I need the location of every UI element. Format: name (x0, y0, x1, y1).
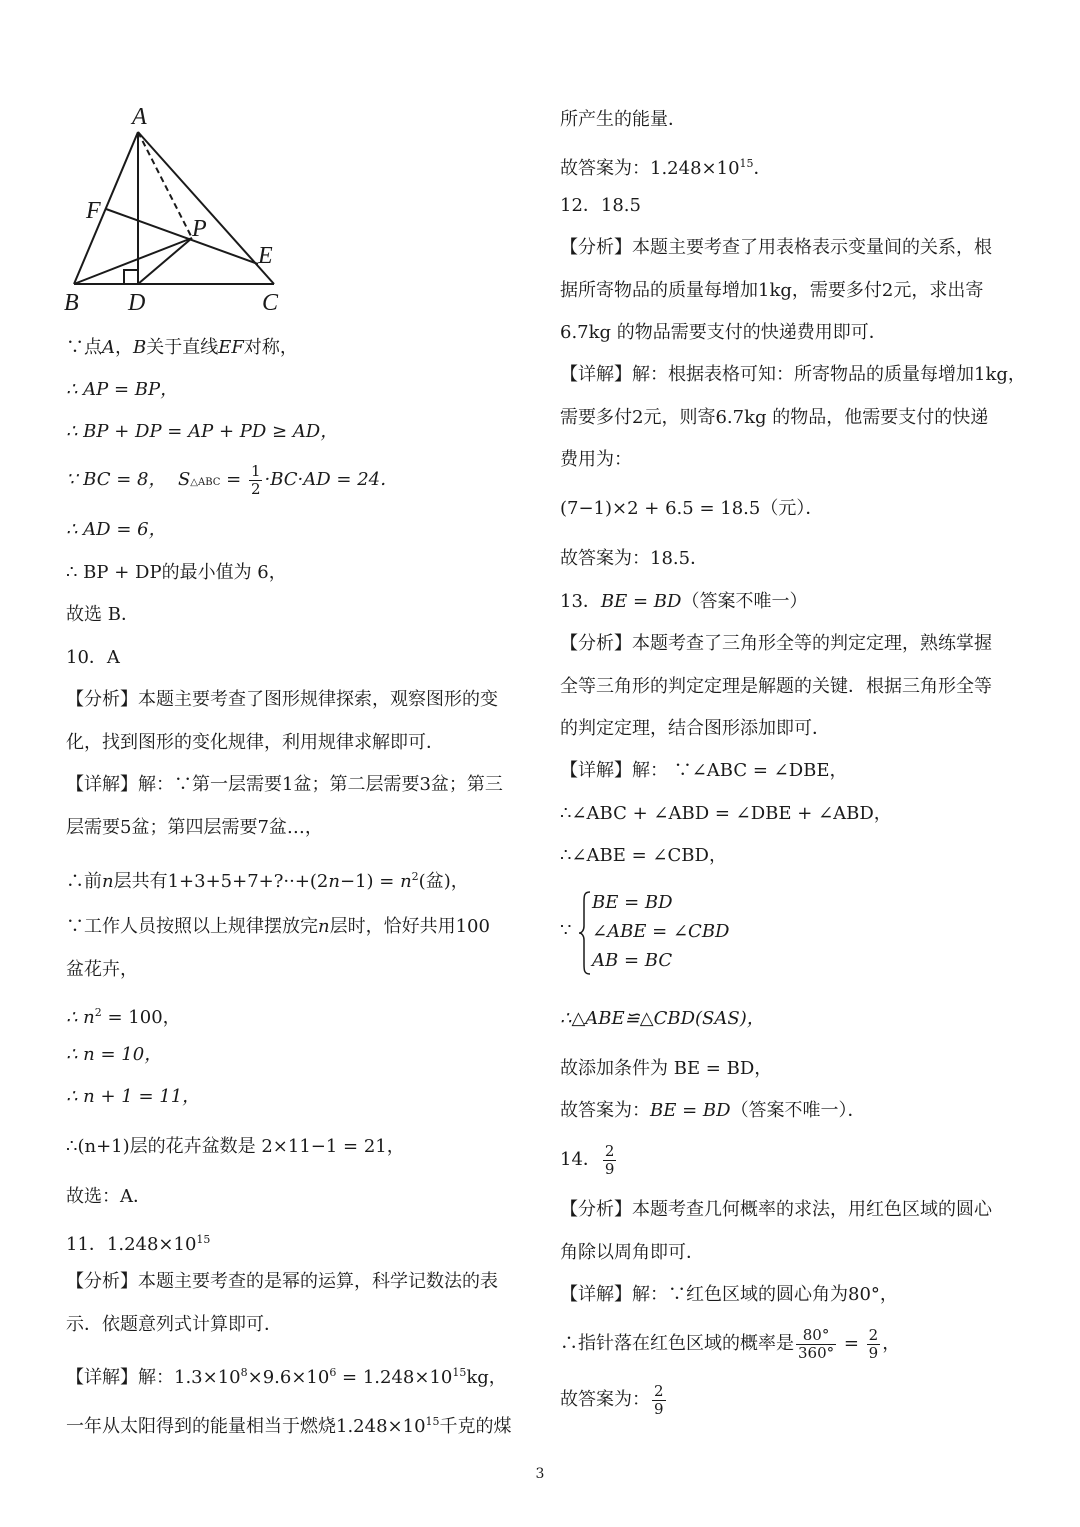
edge-AC (138, 132, 274, 284)
question-number: 12．18.5 (560, 195, 641, 216)
question-number: 10．A (66, 647, 120, 668)
detail-text: ∴(n+1)层的花卉盆数是 2×11−1 = 21， (66, 1136, 405, 1157)
system-line: BE = BD (592, 892, 673, 913)
label-A: A (132, 104, 147, 130)
analysis-text: 【分析】本题主要考查的是幂的运算，科学记数法的表 (66, 1271, 498, 1292)
system-line: ∠ABE = ∠CBD (592, 921, 730, 942)
label-E: E (258, 243, 273, 269)
analysis-text: 【分析】本题主要考查了用表格表示变量间的关系，根 (560, 237, 992, 258)
detail-text: 【详解】解：根据表格可知：所寄物品的质量每增加1kg， (560, 364, 1026, 385)
detail-text: 需要多付2元，则寄6.7kg 的物品，他需要支付的快递 (560, 407, 989, 428)
equation-system (560, 888, 760, 978)
analysis-text: 化，找到图形的变化规律，利用规律求解即可． (66, 732, 444, 753)
analysis-text: 6.7kg 的物品需要支付的快递费用即可． (560, 322, 887, 343)
analysis-text: 【分析】本题主要考查了图形规律探索，观察图形的变 (66, 689, 498, 710)
detail-text: ∴前n层共有1+3+5+7+?··+(2n−1) = $n^2$(盆)， (66, 870, 469, 892)
detail-text: 【详解】解：$1.3\times 10^8\times 9.6\times 10^6 = 1.248\times 10^{15}kg$， (66, 1366, 507, 1388)
detail-text: ∴ n + 1 = 11， (66, 1086, 201, 1107)
label-B: B (64, 290, 79, 316)
detail-text: ∴∠ABE = ∠CBD， (560, 845, 727, 866)
segment-DP (138, 238, 192, 284)
system-line: AB = BC (592, 950, 673, 971)
analysis-text: 角除以周角即可． (560, 1242, 704, 1263)
text-line: 所产生的能量． (560, 109, 686, 130)
detail-text: 【详解】解：∵第一层需要1盆；第二层需要3盆；第三 (66, 774, 503, 795)
detail-text: 故答案为： $\frac{2}{9}$ (560, 1381, 664, 1418)
detail-text: 费用为： (560, 449, 632, 470)
analysis-text: 全等三角形的判定定理是解题的关键．根据三角形全等 (560, 676, 992, 697)
detail-text: ∴指针落在红色区域的概率是 $\frac{80^\circ}{360^\circ}$ = $\frac{2}{9}$ ， (560, 1325, 901, 1362)
detail-text: ∴∠ABC + ∠ABD = ∠DBE + ∠ABD， (560, 803, 892, 824)
analysis-text: 【分析】本题考查几何概率的求法，用红色区域的圆心 (560, 1199, 992, 1220)
edge-AB (74, 132, 138, 284)
brace-icon (578, 890, 592, 976)
analysis-text: 据所寄物品的质量每增加1kg，需要多付2元，求出寄 (560, 280, 984, 301)
detail-text: 【详解】解：∵红色区域的圆心角为80°， (560, 1284, 898, 1305)
text-line: ∴ BP + DP的最小值为 6， (66, 562, 287, 583)
text-line: ∴ AP = BP， (66, 379, 179, 400)
triangle-figure (64, 104, 294, 320)
label-C: C (262, 290, 279, 316)
analysis-text: 的判定定理，结合图形添加即可． (560, 718, 830, 739)
text-line: ∴ BP + DP = AP + PD ≥ AD， (66, 421, 339, 442)
because-symbol: ∵ (560, 920, 572, 941)
detail-text: ∴ $n^2 = 100$， (66, 1006, 181, 1028)
page-number: 3 (535, 1466, 545, 1482)
detail-text: 故答案为：18.5． (560, 548, 709, 569)
right-angle-mark (124, 270, 138, 284)
analysis-text: 【分析】本题考查了三角形全等的判定定理，熟练掌握 (560, 633, 992, 654)
label-D: D (128, 290, 146, 316)
label-F: F (86, 198, 101, 224)
text-line: ∵点A，B关于直线EF对称， (66, 337, 298, 358)
question-number: 11．$1.248\times 10^{15}$ (66, 1233, 211, 1255)
detail-text: 【详解】解： ∵∠ABC = ∠DBE， (560, 760, 848, 781)
detail-text: ∴ n = 10， (66, 1044, 163, 1065)
text-line: 故选 B． (66, 604, 139, 625)
detail-text: 层需要5盆；第四层需要7盆…， (66, 817, 323, 838)
detail-text: 故选：A． (66, 1186, 151, 1207)
analysis-text: 示．依题意列式计算即可． (66, 1314, 282, 1335)
segment-AP-dashed (138, 132, 192, 238)
detail-text: 故答案为：BE = BD（答案不唯一）． (560, 1100, 866, 1121)
text-line: 故答案为：$1.248\times 10^{15}$． (560, 157, 772, 179)
detail-text: (7−1)×2 + 6.5 = 18.5（元）． (560, 498, 824, 519)
detail-text: ∴△ABE≌△CBD(SAS)， (560, 1008, 765, 1029)
detail-text: 一年从太阳得到的能量相当于燃烧$1.248\times 10^{15}$千克的煤 (66, 1415, 512, 1437)
detail-text: ∵工作人员按照以上规律摆放完n层时，恰好共用100 (66, 916, 490, 937)
question-number: 13．BE = BD（答案不唯一） (560, 591, 808, 612)
text-line: ∴ AD = 6， (66, 519, 167, 540)
detail-text: 故添加条件为 BE = BD， (560, 1058, 773, 1079)
segment-BP (74, 238, 192, 284)
text-line: ∵ BC = 8， S△ABC = $\frac{1}{2}$ ·BC·AD = 24． (66, 461, 399, 498)
label-P: P (192, 216, 207, 242)
detail-text: 盆花卉， (66, 959, 138, 980)
question-number: 14． $\frac{2}{9}$ (560, 1141, 615, 1178)
